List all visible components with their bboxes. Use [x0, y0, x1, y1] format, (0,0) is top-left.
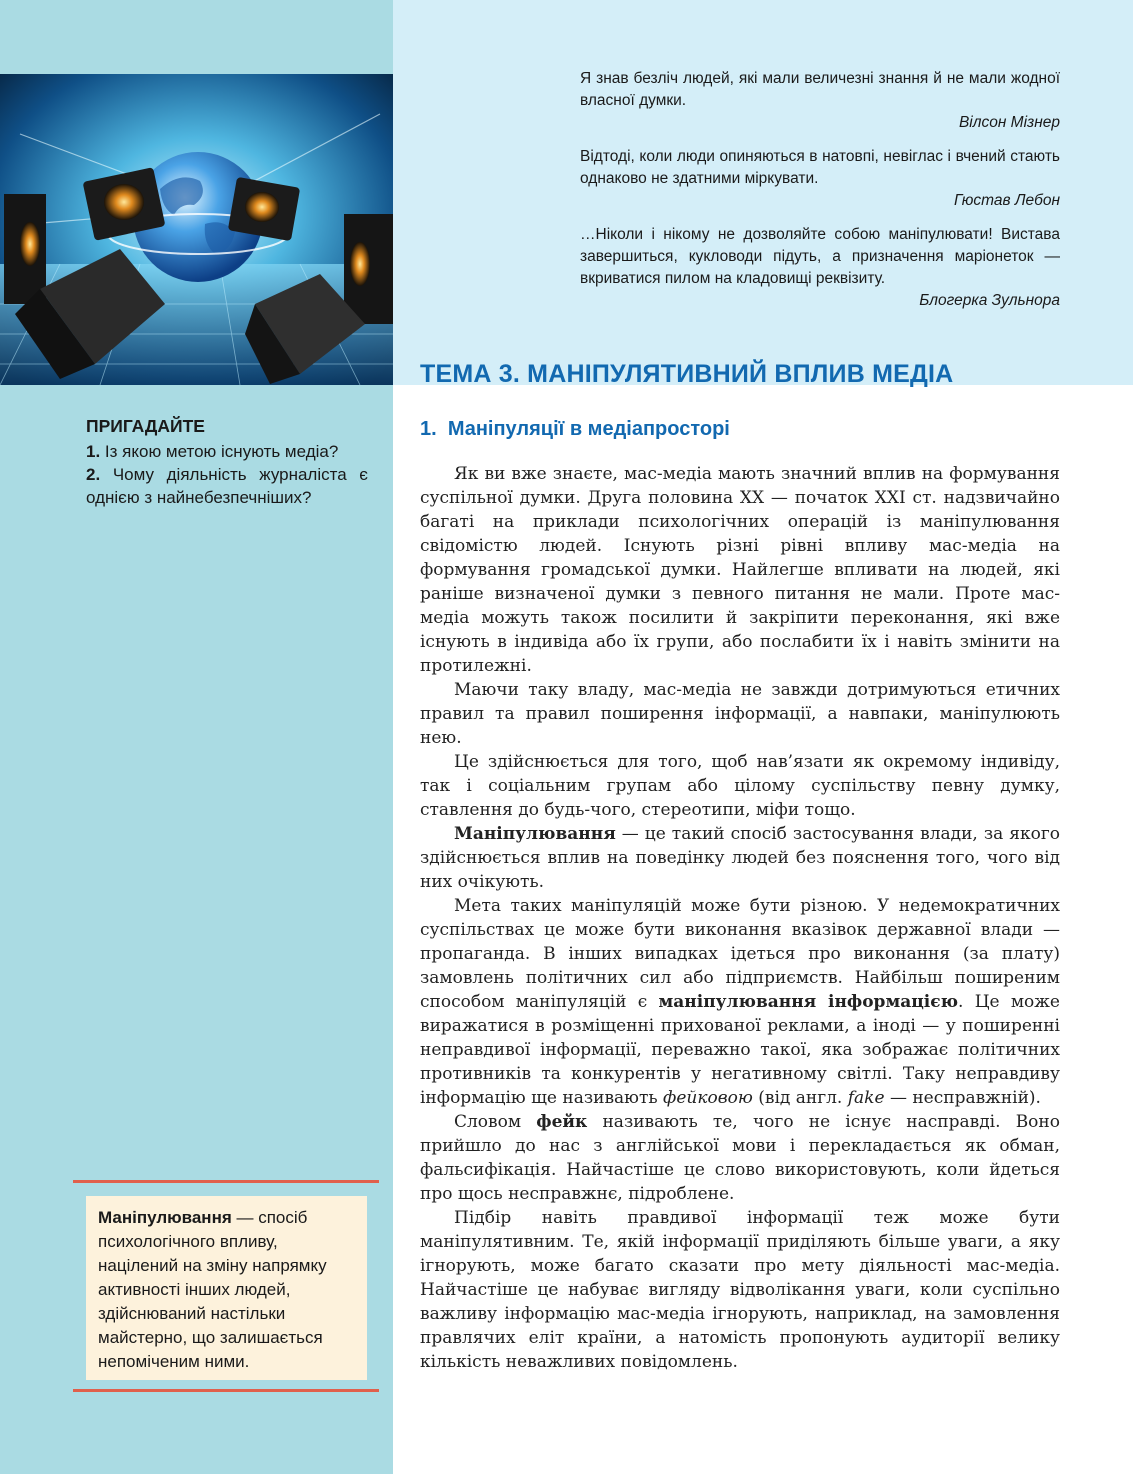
quote-author: Гюстав Лебон — [953, 192, 1060, 209]
definition-box — [86, 1196, 367, 1380]
term-bold: фейк — [536, 1112, 588, 1132]
paragraph-text: Словом — [454, 1112, 537, 1132]
recall-item-text: Із якою метою існують медіа? — [104, 442, 339, 461]
paragraph — [420, 1110, 1060, 1206]
quote-author: Блогерка Зульнора — [919, 292, 1060, 309]
term-bold: Маніпулювання — [454, 824, 616, 844]
term-bold: маніпулювання інформацією — [658, 992, 959, 1012]
section-heading — [420, 418, 730, 441]
term-italic: fake — [847, 1088, 885, 1108]
epigraph-quotes — [580, 68, 1060, 324]
quote-1 — [580, 68, 1060, 134]
globe-monitors-illustration — [0, 74, 393, 385]
definition-top-rule — [73, 1180, 379, 1183]
paragraph — [420, 822, 1060, 894]
paragraph: Підбір навіть правдивої інформації теж може бути маніпулятивним. Те, якій інформації приділяють більше уваги, а яку ігнорують, може багато сказати про мету діяльності мас-медіа. Найчастіше це набуває вигляду відволікання уваги, коли суспільно важливу інформацію мас-медіа ігнорують, наприклад, на замовлення правлячих еліт країни, а натомість пропонують аудиторії велику кількість неважливих повідомлень. — [420, 1208, 1060, 1372]
paragraph — [420, 894, 1060, 1110]
paragraph: Це здійснюється для того, щоб нав’язати як окремому індивіду, так і соціальним групам або цілому суспільству певну думку, ставлення до будь-чого, стереотипи, міфи тощо. — [420, 752, 1060, 820]
definition-bottom-rule — [73, 1389, 379, 1392]
quote-3 — [580, 224, 1060, 312]
paragraph-text: . Це може виражатися в розміщенні прихованої реклами, а іноді — у поширенні неправдивої інформації, переважно такої, яка зображає політичних противників та конкурентів у негативному світлі. Таку неправдиву інформацію ще називають — [420, 992, 1060, 1108]
paragraph-text: називають те, чого не існує насправді. Воно прийшло до нас з англійської мови і перекладається як обман, фальсифікація. Найчастіше це слово використовують, коли йдеться про щось несправжнє, підроблене. — [420, 1112, 1060, 1204]
quote-text: Я знав безліч людей, які мали величезні знання й не мали жодної власної думки. — [580, 70, 1060, 109]
paragraph: Як ви вже знаєте, мас-медіа мають значний вплив на формування суспільної думки. Друга половина XX — початок XXI ст. надзвичайно багаті на приклади психологічних операцій із маніпулювання свідомістю людей. Існують різні рівні впливу мас-медіа на формування громадської думки. Найлегше впливати на людей, які раніше визначеної думки з певного питання не мали. Проте мас-медіа можуть також посилити й закріпити переконання, які вже існують в індивіда або їх групи, або послабити їх і навіть змінити на протилежні. — [420, 464, 1060, 676]
recall-item-number: 1. — [86, 442, 101, 461]
quote-text: …Ніколи і нікому не дозволяйте собою маніпулювати! Вистава завершиться, кукловоди підуть, а призначення маріонеток — вкриватися пилом на кладовищі реквізиту. — [580, 226, 1060, 287]
topic-title: ТЕМА 3. МАНІПУЛЯТИВНИЙ ВПЛИВ МЕДІА — [420, 360, 954, 388]
section-title: Маніпуляції в медіапросторі — [447, 418, 730, 440]
quote-author: Вілсон Мізнер — [958, 114, 1060, 131]
definition-text: — спосіб психологічного впливу, націлений на зміну напрямку активності інших людей, здійснюваний настільки майстерно, що залишається непоміченим ними. — [98, 1208, 327, 1371]
paragraph-text: (від англ. — [752, 1088, 848, 1108]
paragraph: Маючи таку владу, мас-медіа не завжди дотримуються етичних правил та правил поширення інформації, а навпаки, маніпулюють нею. — [420, 680, 1060, 748]
paragraph-text: — несправжній). — [884, 1088, 1041, 1108]
main-body-text — [420, 462, 1060, 1374]
recall-item — [86, 463, 368, 509]
quote-2 — [580, 146, 1060, 212]
recall-item — [86, 440, 368, 463]
section-number: 1. — [420, 418, 437, 440]
recall-item-text: Чому діяльність журналіста є однією з найнебезпечніших? — [86, 465, 368, 507]
paragraph-text: Мета таких маніпуляцій може бути різною. У недемократичних суспільствах це може бути виконання вказівок державної влади — пропаганда. В інших випадках ідеться про виконання (за плату) замовлень політичних сил або підприємств. Найбільш поширеним способом маніпуляцій є — [420, 896, 1060, 1012]
recall-heading: ПРИГАДАЙТЕ — [86, 416, 205, 436]
definition-term: Маніпулювання — [98, 1208, 232, 1227]
recall-box — [86, 415, 368, 509]
recall-item-number: 2. — [86, 465, 101, 484]
term-italic: фейковою — [663, 1088, 753, 1108]
quote-text: Відтоді, коли люди опиняються в натовпі, невіглас і вчений стають однаково не здатними міркувати. — [580, 148, 1060, 187]
paragraph-text: — це такий спосіб застосування влади, за якого здійснюється вплив на поведінку людей без пояснення того, чого від них очікують. — [420, 824, 1060, 892]
